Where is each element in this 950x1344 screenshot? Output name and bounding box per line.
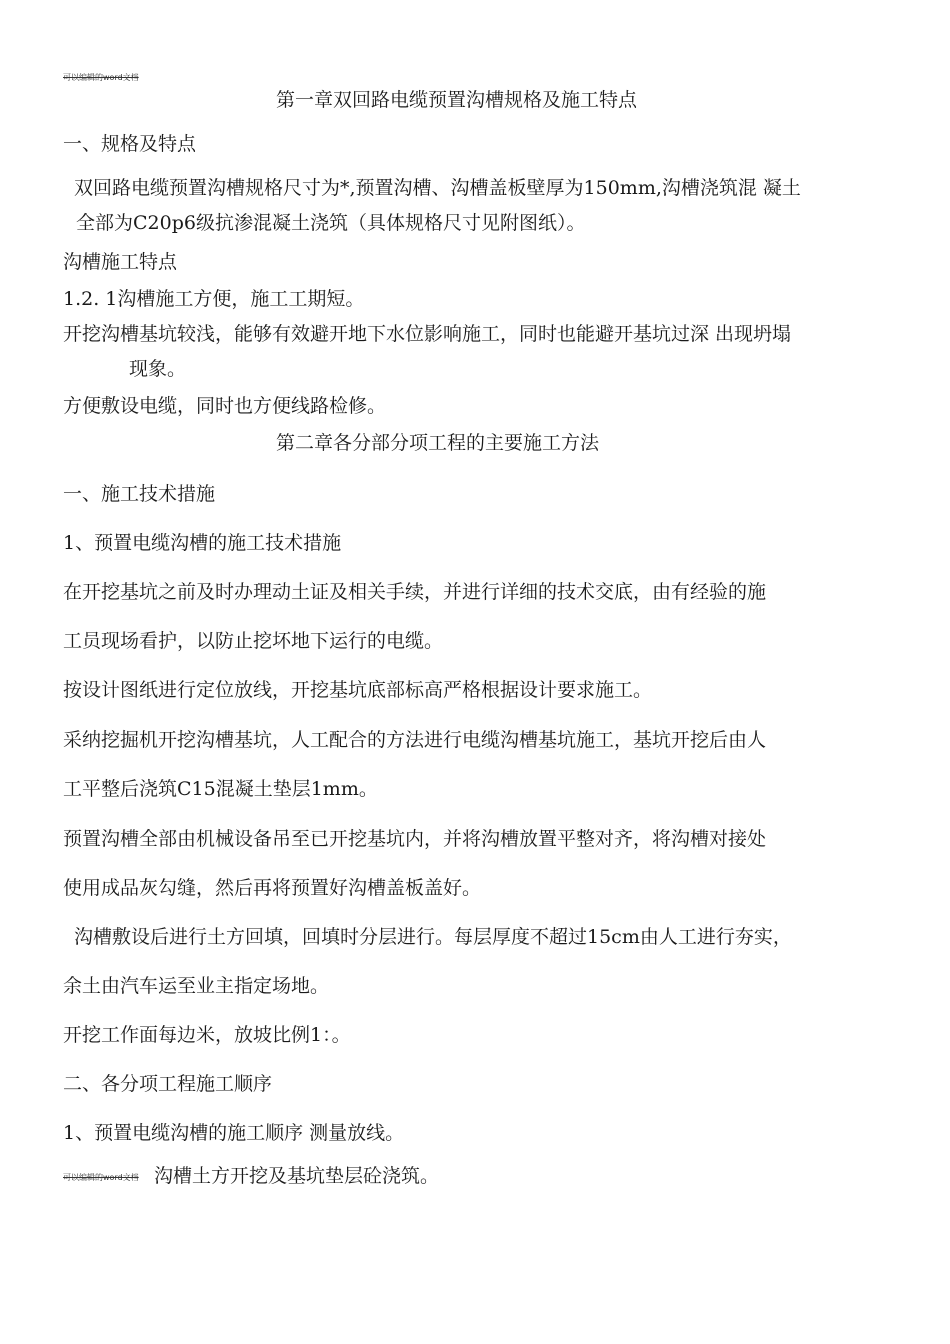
section3-subheading: 1、预置电缆沟槽的施工顺序 测量放线。 bbox=[63, 1122, 405, 1144]
feature-item-2-line2: 现象。 bbox=[129, 358, 187, 380]
section2-subheading: 1、预置电缆沟槽的施工技术措施 bbox=[63, 532, 342, 554]
para6: 开挖工作面每边米，放坡比例1：。 bbox=[63, 1024, 351, 1046]
spec-paragraph-line2: 全部为C20p6级抗渗混凝土浇筑（具体规格尺寸见附图纸）。 bbox=[76, 212, 586, 234]
para3-line2: 工平整后浇筑C15混凝土垫层1mm。 bbox=[63, 778, 378, 800]
chapter1-title: 第一章双回路电缆预置沟槽规格及施工特点 bbox=[276, 89, 638, 111]
feature-item-2-line1: 开挖沟槽基坑较浅，能够有效避开地下水位影响施工，同时也能避开基坑过深 出现坍塌 bbox=[63, 323, 792, 345]
para4-line1: 预置沟槽全部由机械设备吊至已开挖基坑内，并将沟槽放置平整对齐，将沟槽对接处 bbox=[63, 828, 767, 850]
para4-line2: 使用成品灰勾缝，然后再将预置好沟槽盖板盖好。 bbox=[63, 877, 482, 899]
section2-heading: 一、施工技术措施 bbox=[63, 483, 216, 505]
section3-heading: 二、各分项工程施工顺序 bbox=[63, 1073, 273, 1095]
spec-paragraph-line1: 双回路电缆预置沟槽规格尺寸为*,预置沟槽、沟槽盖板壁厚为150mm,沟槽浇筑混 凝土 bbox=[74, 177, 801, 199]
section3-para1: 沟槽土方开挖及基坑垫层砼浇筑。 bbox=[154, 1165, 440, 1187]
para5-line1: 沟槽敷设后进行土方回填，回填时分层进行。每层厚度不超过15cm由人工进行夯实， bbox=[74, 926, 792, 948]
para2: 按设计图纸进行定位放线，开挖基坑底部标高严格根据设计要求施工。 bbox=[63, 679, 653, 701]
section1-heading: 一、规格及特点 bbox=[63, 133, 197, 155]
para5-line2: 余土由汽车运至业主指定场地。 bbox=[63, 975, 330, 997]
feature-item-3: 方便敷设电缆，同时也方便线路检修。 bbox=[63, 395, 387, 417]
watermark-bottom: 可以编辑的word文档 bbox=[63, 1173, 139, 1182]
para1-line2: 工员现场看护，以防止挖坏地下运行的电缆。 bbox=[63, 630, 444, 652]
para3-line1: 采纳挖掘机开挖沟槽基坑，人工配合的方法进行电缆沟槽基坑施工，基坑开挖后由人 bbox=[63, 729, 767, 751]
feature-item-1: 1.2. 1沟槽施工方便，施工工期短。 bbox=[63, 288, 365, 310]
watermark-top: 可以编辑的word文档 bbox=[63, 73, 139, 82]
para1-line1: 在开挖基坑之前及时办理动土证及相关手续，并进行详细的技术交底，由有经验的施 bbox=[63, 581, 767, 603]
features-subheading: 沟槽施工特点 bbox=[63, 251, 178, 273]
chapter2-title: 第二章各分部分项工程的主要施工方法 bbox=[276, 432, 600, 454]
